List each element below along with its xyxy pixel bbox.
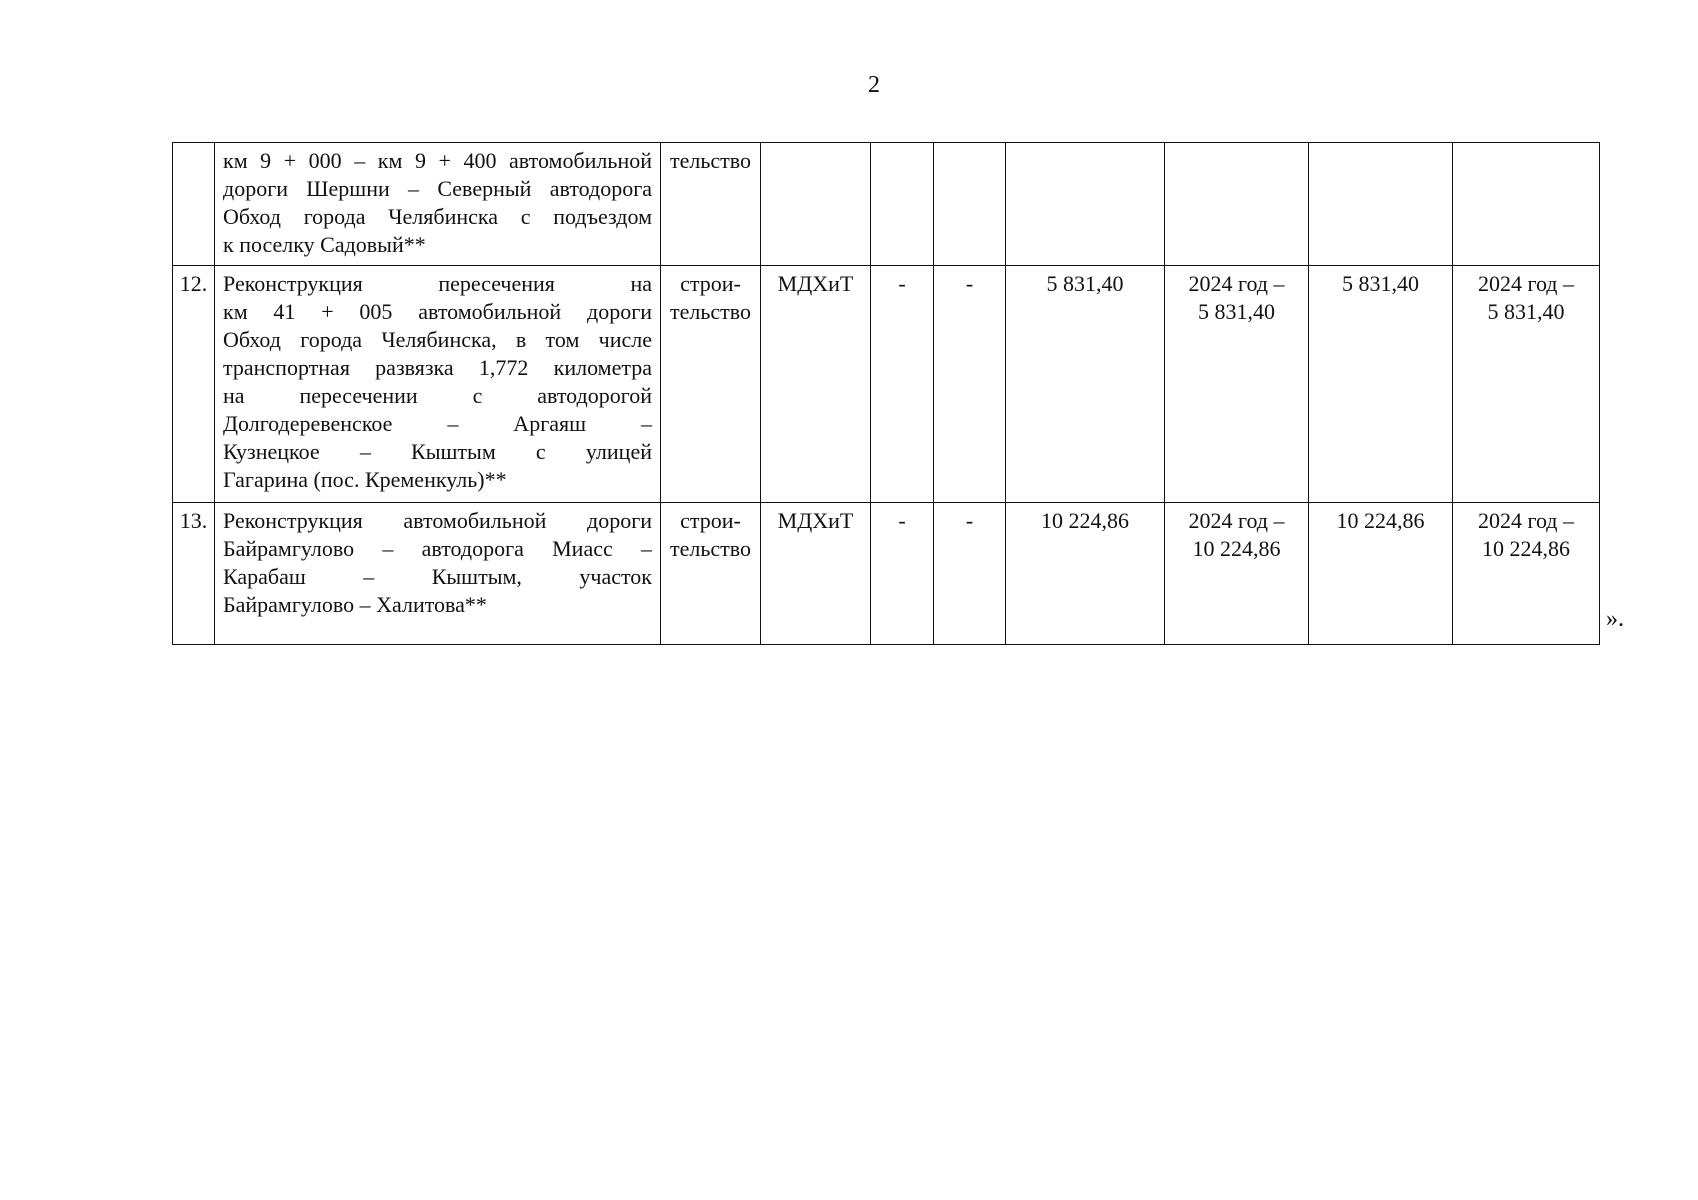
year-line: 2024 год – bbox=[1477, 271, 1575, 296]
object-name-line: км 9 + 000 – км 9 + 400 автомобильной bbox=[223, 148, 652, 173]
work-type-line: тельство bbox=[669, 299, 751, 324]
column-4-cell bbox=[871, 143, 934, 266]
budget-by-year-cell bbox=[1453, 266, 1600, 503]
work-type-cell bbox=[661, 143, 761, 266]
document-table bbox=[172, 142, 1600, 645]
budget-amount-cell bbox=[1309, 143, 1453, 266]
object-name-line: к поселку Садовый** bbox=[223, 232, 426, 257]
table-row bbox=[173, 503, 1600, 645]
object-name-line: км 41 + 005 автомобильной дороги bbox=[223, 299, 652, 324]
total-amount-cell: 10 224,86 bbox=[1006, 503, 1165, 645]
object-name-line: Долгодеревенское – Аргаяш – bbox=[223, 411, 652, 436]
object-name-cell bbox=[215, 143, 661, 266]
budget-by-year-cell bbox=[1453, 143, 1600, 266]
work-type-cell bbox=[661, 503, 761, 645]
table-row bbox=[173, 266, 1600, 503]
object-name-cell bbox=[215, 266, 661, 503]
year-line: 2024 год – bbox=[1477, 508, 1575, 533]
budget-amount-cell: 5 831,40 bbox=[1309, 266, 1453, 503]
column-4-cell: - bbox=[871, 266, 934, 503]
object-name-line: Карабаш – Кыштым, участок bbox=[223, 564, 652, 589]
work-type-line: тельство bbox=[669, 148, 751, 173]
column-4-cell: - bbox=[871, 503, 934, 645]
closing-quote: ». bbox=[1606, 606, 1624, 632]
object-name-line: на пересечении с автодорогой bbox=[223, 383, 652, 408]
column-5-cell: - bbox=[934, 503, 1006, 645]
total-by-year-cell bbox=[1165, 503, 1309, 645]
object-name-line: транспортная развязка 1,772 километра bbox=[223, 355, 652, 380]
year-line: 2024 год – bbox=[1188, 271, 1285, 296]
work-type-cell bbox=[661, 266, 761, 503]
object-name-line: Кузнецкое – Кыштым с улицей bbox=[223, 439, 652, 464]
work-type-line: тельство bbox=[669, 536, 751, 561]
object-name-cell bbox=[215, 503, 661, 645]
organization-cell: МДХиТ bbox=[761, 266, 871, 503]
total-amount-cell bbox=[1006, 143, 1165, 266]
object-name-line: Реконструкция пересечения на bbox=[223, 271, 652, 296]
work-type-line: строи- bbox=[680, 508, 741, 533]
amount-line: 5 831,40 bbox=[1198, 299, 1275, 324]
organization-cell bbox=[761, 143, 871, 266]
amount-line: 5 831,40 bbox=[1487, 299, 1565, 324]
amount-line: 10 224,86 bbox=[1192, 536, 1281, 561]
object-name-line: дороги Шершни – Северный автодорога bbox=[223, 176, 652, 201]
year-line: 2024 год – bbox=[1188, 508, 1285, 533]
budget-amount-cell: 10 224,86 bbox=[1309, 503, 1453, 645]
row-number bbox=[173, 143, 215, 266]
total-amount-cell: 5 831,40 bbox=[1006, 266, 1165, 503]
row-number: 13. bbox=[173, 503, 215, 645]
row-number: 12. bbox=[173, 266, 215, 503]
object-name-line: Байрамгулово – Халитова** bbox=[223, 592, 487, 617]
amount-line: 10 224,86 bbox=[1482, 536, 1570, 561]
organization-cell: МДХиТ bbox=[761, 503, 871, 645]
budget-by-year-cell bbox=[1453, 503, 1600, 645]
total-by-year-cell bbox=[1165, 266, 1309, 503]
column-5-cell: - bbox=[934, 266, 1006, 503]
total-by-year-cell bbox=[1165, 143, 1309, 266]
object-name-line: Реконструкция автомобильной дороги bbox=[223, 508, 652, 533]
page-number: 2 bbox=[868, 72, 880, 98]
object-name-line: Обход города Челябинска с подъездом bbox=[223, 204, 652, 229]
table-row bbox=[173, 143, 1600, 266]
object-name-line: Обход города Челябинска, в том числе bbox=[223, 327, 652, 352]
object-name-line: Гагарина (пос. Кременкуль)** bbox=[223, 467, 507, 492]
column-5-cell bbox=[934, 143, 1006, 266]
object-name-line: Байрамгулово – автодорога Миасс – bbox=[223, 536, 652, 561]
work-type-line: строи- bbox=[680, 271, 741, 296]
